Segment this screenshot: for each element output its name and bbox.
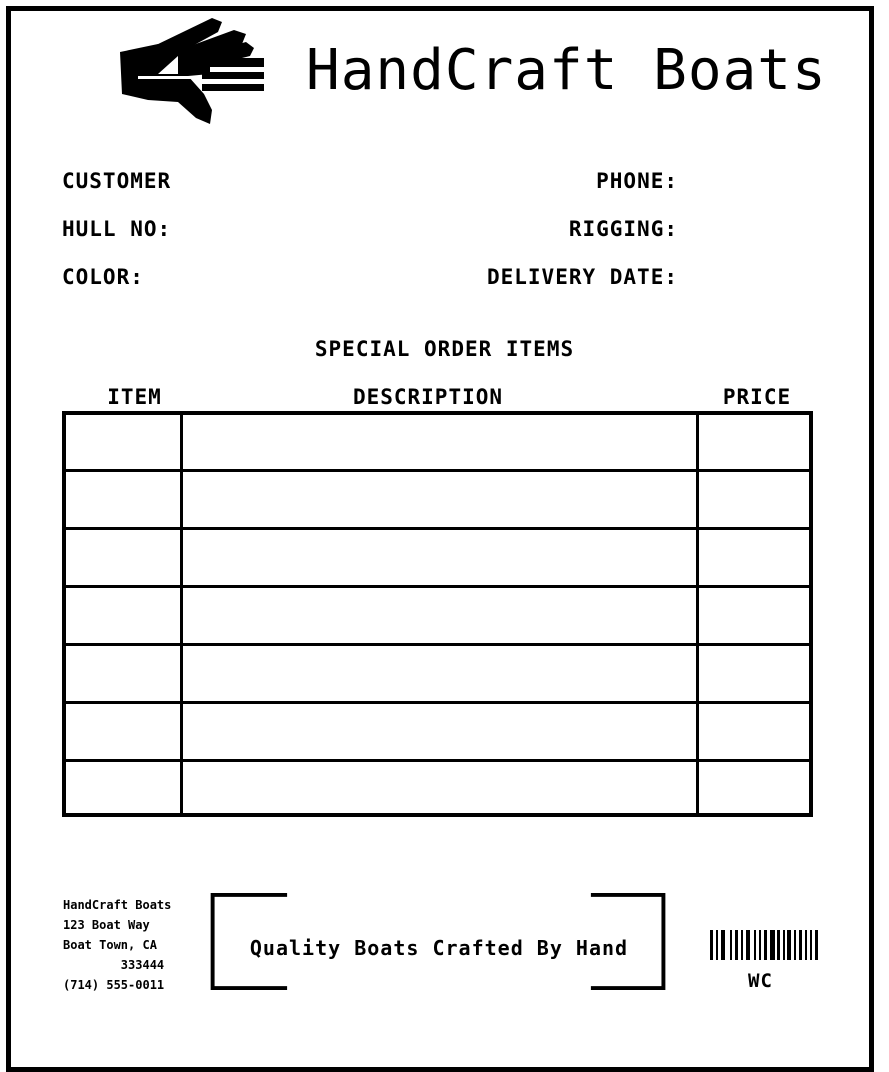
address-line: 333444 bbox=[63, 958, 165, 972]
phone-label: PHONE: bbox=[596, 169, 678, 193]
row-divider bbox=[66, 701, 809, 704]
row-divider bbox=[66, 643, 809, 646]
company-address bbox=[63, 895, 171, 995]
row-divider bbox=[66, 469, 809, 472]
address-line: 123 Boat Way bbox=[63, 918, 150, 932]
special-order-table bbox=[62, 411, 813, 817]
address-line: HandCraft Boats bbox=[63, 898, 172, 912]
hull-no-label: HULL NO: bbox=[62, 217, 172, 241]
column-header-description: DESCRIPTION bbox=[352, 385, 504, 409]
rigging-label: RIGGING: bbox=[568, 217, 678, 241]
address-line: (714) 555-0011 bbox=[63, 978, 165, 992]
address-line: Boat Town, CA bbox=[63, 938, 157, 952]
customer-label: CUSTOMER bbox=[62, 169, 172, 193]
hand-boat-logo-icon bbox=[118, 14, 268, 130]
company-title: HandCraft Boats bbox=[306, 38, 827, 103]
column-header-item: ITEM bbox=[107, 385, 162, 409]
row-divider bbox=[66, 585, 809, 588]
section-title: SPECIAL ORDER ITEMS bbox=[314, 337, 575, 361]
row-divider bbox=[66, 759, 809, 762]
column-divider bbox=[180, 415, 183, 813]
delivery-date-label: DELIVERY DATE: bbox=[486, 265, 678, 289]
barcode-code: WC bbox=[748, 970, 773, 992]
column-divider bbox=[696, 415, 699, 813]
column-header-price: PRICE bbox=[722, 385, 792, 409]
slogan: Quality Boats Crafted By Hand bbox=[249, 936, 629, 960]
row-divider bbox=[66, 527, 809, 530]
color-label: COLOR: bbox=[62, 265, 144, 289]
